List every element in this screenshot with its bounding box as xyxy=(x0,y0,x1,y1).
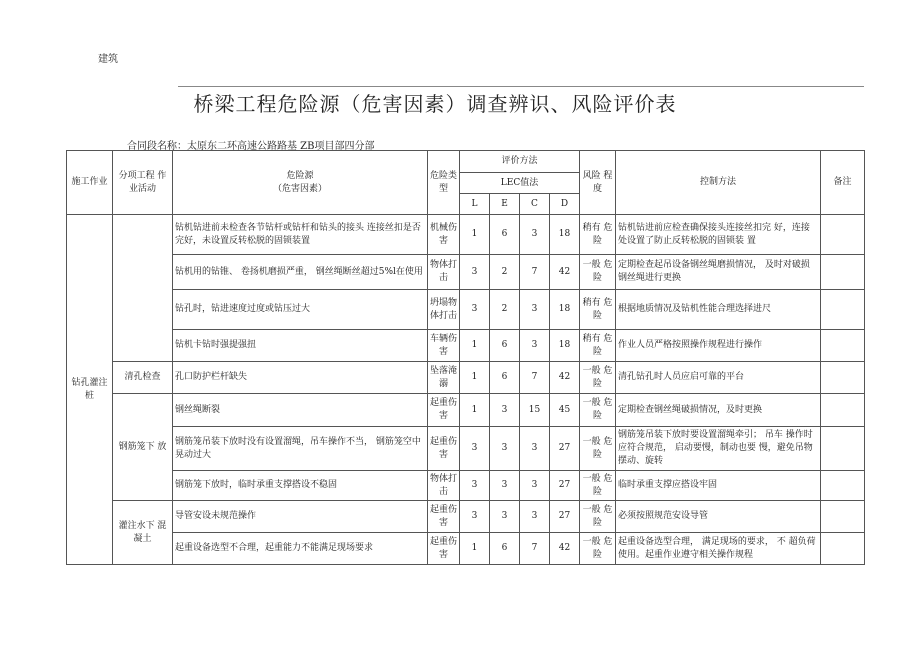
remark-cell xyxy=(821,255,865,290)
table-row xyxy=(67,533,865,565)
type-cell: 坠落淹溺 xyxy=(428,362,460,394)
d-cell: 27 xyxy=(550,501,580,533)
remark-cell xyxy=(821,501,865,533)
risk-cell: 稍有 危险 xyxy=(580,290,616,330)
l-cell: 3 xyxy=(460,255,490,290)
c-cell: 15 xyxy=(520,394,550,427)
contract-name: 合同段名称：太原东二环高速公路路基 ZB项目部四分部 xyxy=(127,141,375,152)
activity-cell-clean: 清孔检查 xyxy=(113,362,173,394)
l-cell: 1 xyxy=(460,330,490,362)
hazard-cell: 钢筋笼下放时，临时承重支撑搭设不稳固 xyxy=(173,471,428,501)
remark-cell xyxy=(821,394,865,427)
c-cell: 7 xyxy=(520,255,550,290)
table-row xyxy=(67,501,865,533)
l-cell: 1 xyxy=(460,533,490,565)
d-cell: 18 xyxy=(550,290,580,330)
document-title-text: 桥梁工程危险源（危害因素）调查辨识、风险评价表 xyxy=(193,92,677,116)
header-hazard xyxy=(173,151,428,215)
c-cell: 7 xyxy=(520,362,550,394)
type-cell: 坍塌物体打击 xyxy=(428,290,460,330)
hazard-cell: 起重设备选型不合理，起重能力不能满足现场要求 xyxy=(173,533,428,565)
c-cell: 3 xyxy=(520,215,550,255)
hazard-cell: 钻孔时，钻进速度过度或钻压过大 xyxy=(173,290,428,330)
header-d: D xyxy=(550,194,580,215)
header-work: 施工作业 xyxy=(67,151,113,215)
l-cell: 1 xyxy=(460,394,490,427)
table-row xyxy=(67,427,865,471)
control-cell: 起重设备选型合理， 满足现场的要求， 不 超负荷使用。起重作业遵守相关操作规程 xyxy=(616,533,821,565)
type-cell: 车辆伤害 xyxy=(428,330,460,362)
header-lec: LEC值法 xyxy=(460,173,580,194)
e-cell: 6 xyxy=(490,362,520,394)
header-risk-level: 风险 程度 xyxy=(580,151,616,215)
c-cell: 3 xyxy=(520,501,550,533)
table-row xyxy=(67,362,865,394)
d-cell: 45 xyxy=(550,394,580,427)
header-hazard-source: 危险源 xyxy=(286,170,314,181)
control-cell: 根据地质情况及钻机性能合理选择进尺 xyxy=(616,290,821,330)
header-sub-activity: 分项工程 作业活动 xyxy=(113,151,173,215)
risk-cell: 一般 危险 xyxy=(580,255,616,290)
type-cell: 起重伤害 xyxy=(428,533,460,565)
type-cell: 起重伤害 xyxy=(428,394,460,427)
remark-cell xyxy=(821,471,865,501)
l-cell: 3 xyxy=(460,471,490,501)
c-cell: 3 xyxy=(520,330,550,362)
type-cell: 物体打击 xyxy=(428,255,460,290)
d-cell: 42 xyxy=(550,255,580,290)
e-cell: 3 xyxy=(490,394,520,427)
hazard-cell: 钢筋笼吊装下放时没有设置溜绳，吊车操作不当， 钢筋笼空中晃动过大 xyxy=(173,427,428,471)
table-row xyxy=(67,394,865,427)
header-mark: 建筑 xyxy=(98,54,118,65)
hazard-cell: 孔口防护栏杆缺失 xyxy=(173,362,428,394)
hazard-cell: 钻机钻进前未检查各节钻杆或钻杆和钻头的接头 连接丝扣是否完好，未设置反转松脱的固锁装置 xyxy=(173,215,428,255)
risk-cell: 一般 危险 xyxy=(580,501,616,533)
type-cell: 起重伤害 xyxy=(428,501,460,533)
e-cell: 3 xyxy=(490,501,520,533)
c-cell: 3 xyxy=(520,290,550,330)
hazard-cell: 钻机卡钻时强提强扭 xyxy=(173,330,428,362)
header-hazard-type: 危险类型 xyxy=(428,151,460,215)
d-cell: 18 xyxy=(550,330,580,362)
control-cell: 定期检查钢丝绳破损情况，及时更换 xyxy=(616,394,821,427)
e-cell: 2 xyxy=(490,290,520,330)
l-cell: 3 xyxy=(460,427,490,471)
risk-cell: 稍有 危险 xyxy=(580,330,616,362)
c-cell: 7 xyxy=(520,533,550,565)
table-row xyxy=(67,330,865,362)
table-row xyxy=(67,215,865,255)
control-cell: 钢筋笼吊装下放时要设置溜绳牵引； 吊车 操作时应符合规范， 启动要慢，制动也要 慢，避免吊物摆动、旋转 xyxy=(616,427,821,471)
risk-cell: 一般 危险 xyxy=(580,362,616,394)
l-cell: 1 xyxy=(460,215,490,255)
control-cell: 钻机钻进前应检查确保接头连接丝扣完 好，连接处设置了防止反转松脱的固锁装 置 xyxy=(616,215,821,255)
hazard-cell: 钢丝绳断裂 xyxy=(173,394,428,427)
e-cell: 2 xyxy=(490,255,520,290)
header-eval-method: 评价方法 xyxy=(460,151,580,173)
d-cell: 27 xyxy=(550,471,580,501)
risk-cell: 一般 危险 xyxy=(580,533,616,565)
e-cell: 6 xyxy=(490,215,520,255)
c-cell: 3 xyxy=(520,471,550,501)
d-cell: 42 xyxy=(550,362,580,394)
risk-cell: 一般 危险 xyxy=(580,471,616,501)
hazard-cell: 导管安设未规范操作 xyxy=(173,501,428,533)
d-cell: 42 xyxy=(550,533,580,565)
header-control: 控制方法 xyxy=(616,151,821,215)
activity-cell-blank xyxy=(113,215,173,362)
e-cell: 3 xyxy=(490,427,520,471)
activity-cell-cage: 钢筋笼下 放 xyxy=(113,394,173,501)
d-cell: 18 xyxy=(550,215,580,255)
remark-cell xyxy=(821,290,865,330)
top-rule xyxy=(178,86,864,87)
control-cell: 临时承重支撑应搭设牢固 xyxy=(616,471,821,501)
risk-cell: 一般 危险 xyxy=(580,394,616,427)
type-cell: 物体打击 xyxy=(428,471,460,501)
c-cell: 3 xyxy=(520,427,550,471)
activity-cell-pour: 灌注水下 混凝土 xyxy=(113,501,173,565)
remark-cell xyxy=(821,533,865,565)
table-row xyxy=(67,255,865,290)
control-cell: 作业人员严格按照操作规程进行操作 xyxy=(616,330,821,362)
l-cell: 3 xyxy=(460,290,490,330)
header-remark: 备注 xyxy=(821,151,865,215)
remark-cell xyxy=(821,427,865,471)
table-row xyxy=(67,290,865,330)
remark-cell xyxy=(821,215,865,255)
d-cell: 27 xyxy=(550,427,580,471)
e-cell: 6 xyxy=(490,533,520,565)
e-cell: 6 xyxy=(490,330,520,362)
type-cell: 机械伤害 xyxy=(428,215,460,255)
l-cell: 1 xyxy=(460,362,490,394)
remark-cell xyxy=(821,330,865,362)
header-l: L xyxy=(460,194,490,215)
risk-table xyxy=(66,150,865,565)
document-title xyxy=(0,88,920,117)
control-cell: 定期检查起吊设备钢丝绳磨损情况， 及时对破损钢丝绳进行更换 xyxy=(616,255,821,290)
risk-cell: 稍有 危险 xyxy=(580,215,616,255)
risk-cell: 一般 危险 xyxy=(580,427,616,471)
control-cell: 清孔钻孔时人员应启可靠的平台 xyxy=(616,362,821,394)
remark-cell xyxy=(821,362,865,394)
header-hazard-factor: （危害因素） xyxy=(272,183,327,194)
l-cell: 3 xyxy=(460,501,490,533)
hazard-cell: 钻机用的钻锥、 卷扬机磨损严重， 钢丝绳断丝超过5%l在使用 xyxy=(173,255,428,290)
table-row xyxy=(67,471,865,501)
e-cell: 3 xyxy=(490,471,520,501)
header-c: C xyxy=(520,194,550,215)
type-cell: 起重伤害 xyxy=(428,427,460,471)
control-cell: 必须按照规范安设导管 xyxy=(616,501,821,533)
work-cell: 钻孔灌注桩 xyxy=(67,215,113,565)
header-e: E xyxy=(490,194,520,215)
